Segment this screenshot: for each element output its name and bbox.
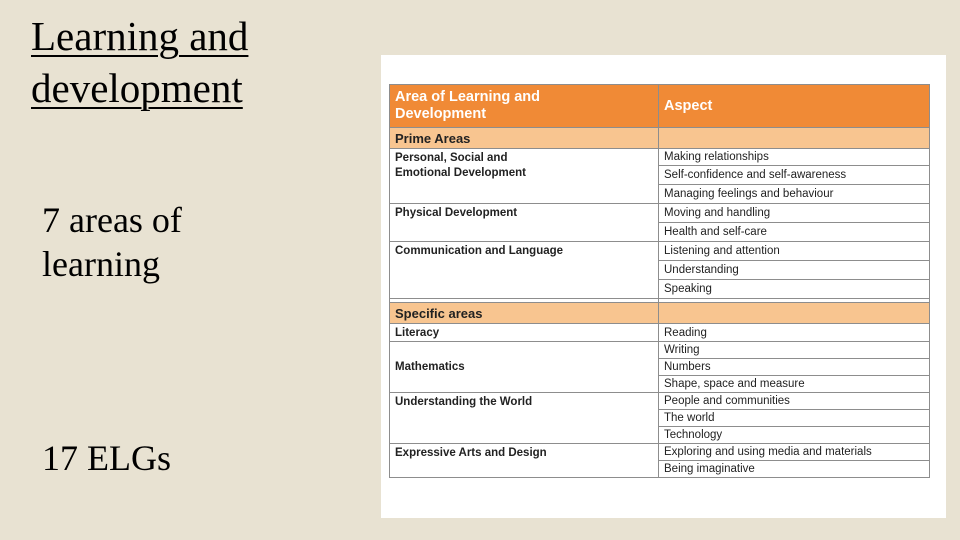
section-label-specific: Specific areas (390, 303, 659, 324)
aspect-cell: Health and self-care (659, 223, 930, 242)
aspect-cell: The world (659, 410, 930, 427)
aspect-cell: Making relationships (659, 149, 930, 166)
section-row-prime (390, 128, 930, 149)
area-cell-ead (390, 444, 659, 478)
areas-line: learning (42, 244, 160, 284)
areas-aspects-table (389, 84, 930, 478)
table-row (390, 242, 930, 261)
section-label-prime: Prime Areas (390, 128, 659, 149)
slide-title-line: Learning and (31, 13, 249, 59)
section-empty-cell (659, 303, 930, 324)
area-line: Physical Development (395, 207, 518, 219)
section-row-specific (390, 303, 930, 324)
aspect-cell: People and communities (659, 393, 930, 410)
area-cell-maths (390, 342, 659, 393)
header-area-line: Development (395, 106, 487, 122)
areas-line: 7 areas of (42, 200, 182, 240)
area-line: Mathematics (395, 361, 465, 373)
table-row (390, 204, 930, 223)
area-line: Expressive Arts and Design (395, 447, 547, 459)
aspect-cell: Being imaginative (659, 461, 930, 478)
aspect-cell: Speaking (659, 280, 930, 299)
elgs-count-text: 17 ELGs (42, 438, 171, 478)
header-area-line: Area of Learning and (395, 89, 541, 105)
table-header-row (390, 85, 930, 128)
aspect-cell: Reading (659, 324, 930, 342)
area-cell-pse (390, 149, 659, 204)
slide-title (31, 10, 248, 114)
aspect-cell: Moving and handling (659, 204, 930, 223)
table-row (390, 149, 930, 166)
table-image-panel (381, 55, 946, 518)
table-row (390, 342, 930, 359)
table-row (390, 393, 930, 410)
aspect-cell: Listening and attention (659, 242, 930, 261)
aspect-cell: Numbers (659, 359, 930, 376)
area-line: Literacy (395, 327, 440, 339)
header-aspect-cell: Aspect (659, 85, 930, 128)
area-line: Personal, Social and (395, 152, 508, 164)
aspect-cell: Managing feelings and behaviour (659, 185, 930, 204)
table-row (390, 444, 930, 461)
area-cell-pd (390, 204, 659, 242)
area-line: Understanding the World (395, 396, 533, 408)
section-empty-cell (659, 128, 930, 149)
area-cell-cl (390, 242, 659, 299)
area-cell-uw (390, 393, 659, 444)
aspect-cell: Shape, space and measure (659, 376, 930, 393)
aspect-cell: Exploring and using media and materials (659, 444, 930, 461)
aspect-cell: Self-confidence and self-awareness (659, 166, 930, 185)
aspect-cell: Technology (659, 427, 930, 444)
slide-title-line: development (31, 65, 243, 111)
areas-of-learning-text (42, 198, 182, 286)
area-line: Emotional Development (395, 167, 526, 179)
header-area-cell (390, 85, 659, 128)
area-line: Communication and Language (395, 245, 564, 257)
area-cell-literacy (390, 324, 659, 342)
table-row (390, 324, 930, 342)
aspect-cell: Understanding (659, 261, 930, 280)
aspect-cell: Writing (659, 342, 930, 359)
